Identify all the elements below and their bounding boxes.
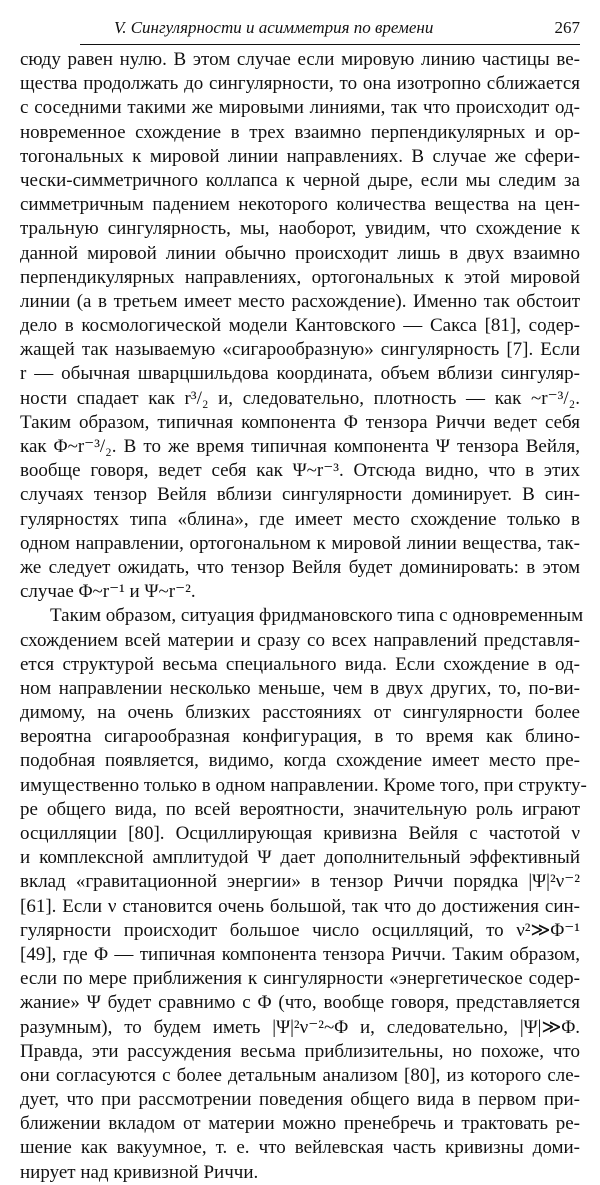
text-line: щества продолжать до сингулярности, то она изотропно сближается xyxy=(20,73,580,95)
text-line: вероятна сигарообразная конфигурация, в то время как блино- xyxy=(20,726,580,748)
text-line: димому, на очень близких расстояниях от сингулярности более xyxy=(20,702,580,724)
text-line: нирует над кривизной Риччи. xyxy=(20,1161,259,1183)
text-line: [61]. Если ν становится очень большой, так что до достижения син- xyxy=(20,895,580,917)
text-line: ется структурой весьма специального вида. Если схождение в од- xyxy=(20,653,580,675)
text-line: чески-симметричного коллапса к черной дыре, если мы следим за xyxy=(20,169,580,191)
text-line: случае Φ~r⁻¹ и Ψ~r⁻². xyxy=(20,581,196,603)
text-line: вклад «гравитационной энергии» в тензор Риччи порядка |Ψ|²ν⁻² xyxy=(20,871,580,893)
text-line: жащей так называемую «сигарообразную» сингулярность [7]. Если xyxy=(20,339,580,361)
text-line: разумным), то будем иметь |Ψ|²ν⁻²~Φ и, следовательно, |Ψ|≫Φ. xyxy=(20,1016,580,1038)
page-number: 267 xyxy=(554,18,580,37)
text-line: как Φ~r⁻³/₂. В то же время типичная компонента Ψ тензора Вейля, xyxy=(20,436,580,457)
running-header xyxy=(80,14,580,45)
text-line: если по мере приближения к сингулярности «энергетическое содер- xyxy=(20,968,580,990)
text-line: дело в космологической модели Кантовского — Сакса [81], содер- xyxy=(20,315,580,337)
text-line: вообще говоря, ведет себя как Ψ~r⁻³. Отсюда видно, что в этих xyxy=(20,460,580,482)
text-line: гулярности происходит большое число осцилляций, то ν²≫Φ⁻¹ xyxy=(20,919,580,941)
text-line: осцилляции [80]. Осциллирующая кривизна Вейля с частотой ν xyxy=(20,823,580,844)
text-line: Таким образом, типичная компонента Φ тензора Риччи ведет себя xyxy=(20,411,580,433)
text-line: тогональных к мировой линии направлениях. В случае же сфери- xyxy=(20,145,580,167)
text-line: случаях тензор Вейля вблизи сингулярности доминирует. В син- xyxy=(20,484,580,506)
text-line: r — обычная шварцшильдова координата, объем вблизи сингуляр- xyxy=(20,363,580,385)
text-line: ном направлении несколько меньше, чем в двух других, то, по-ви- xyxy=(20,677,580,699)
text-line: новременное схождение в трех взаимно перпендикулярных и ор- xyxy=(20,121,580,143)
paragraph-1 xyxy=(20,48,580,604)
text-line: имущественно только в одном направлении. Кроме того, при структу- xyxy=(20,774,587,796)
text-line: дует, что при рассмотрении поведения общего вида в первом при- xyxy=(20,1089,580,1111)
text-line: Таким образом, ситуация фридмановского типа с одновременным xyxy=(50,605,584,627)
body-text xyxy=(20,48,587,1185)
text-line: ности спадает как r³/₂ и, следовательно, плотность — как ~r⁻³/₂. xyxy=(20,387,580,409)
text-line: и комплексной амплитудой Ψ дает дополнительный эффективный xyxy=(20,847,580,869)
text-line: перпендикулярных направлениях, ортогональных к этой мировой xyxy=(20,266,580,288)
running-title: V. Сингулярности и асимметрия по времени xyxy=(114,18,434,37)
text-line: схождением всей материи и сразу со всех направлений представля- xyxy=(20,629,580,651)
text-line: ре общего вида, по всей вероятности, значительную роль играют xyxy=(20,798,580,820)
text-line: с соседними такими же мировыми линиями, так что происходит од- xyxy=(20,97,580,119)
text-line: ближении вкладом от материи можно пренебречь и трактовать ре- xyxy=(20,1113,580,1135)
text-line: тральную сингулярность, мы, наоборот, увидим, что схождение к xyxy=(20,218,580,240)
text-line: подобная появляется, видимо, когда схождение имеет место пре- xyxy=(20,750,580,772)
text-line: жание» Ψ будет сравнимо с Φ (что, вообще говоря, представляется xyxy=(20,992,580,1014)
text-line: сюду равен нулю. В этом случае если мировую линию частицы ве- xyxy=(20,49,580,70)
text-line: одном направлении, ортогональном к мировой линии вещества, так- xyxy=(20,532,580,554)
text-line: линии (а в третьем имеет место расхождение). Именно так обстоит xyxy=(20,290,580,312)
text-line: же следует ожидать, что тензор Вейля будет доминировать: в этом xyxy=(20,556,580,578)
paragraph-2 xyxy=(20,604,587,1185)
text-line: гулярностях типа «блина», где имеет место схождение только в xyxy=(20,508,580,530)
text-line: данной мировой линии обычно происходит лишь в двух взаимно xyxy=(20,242,580,264)
text-line: они согласуются с более детальным анализом [80], из которого сле- xyxy=(20,1064,580,1086)
text-line: шение как вакуумное, т. е. что вейлевская часть кривизны доми- xyxy=(20,1137,580,1159)
text-line: Правда, эти рассуждения весьма приблизительны, но похоже, что xyxy=(20,1040,580,1062)
text-line: симметричным падением некоторого количества вещества на цен- xyxy=(20,194,580,216)
text-line: [49], где Φ — типичная компонента тензора Риччи. Таким образом, xyxy=(20,943,580,965)
